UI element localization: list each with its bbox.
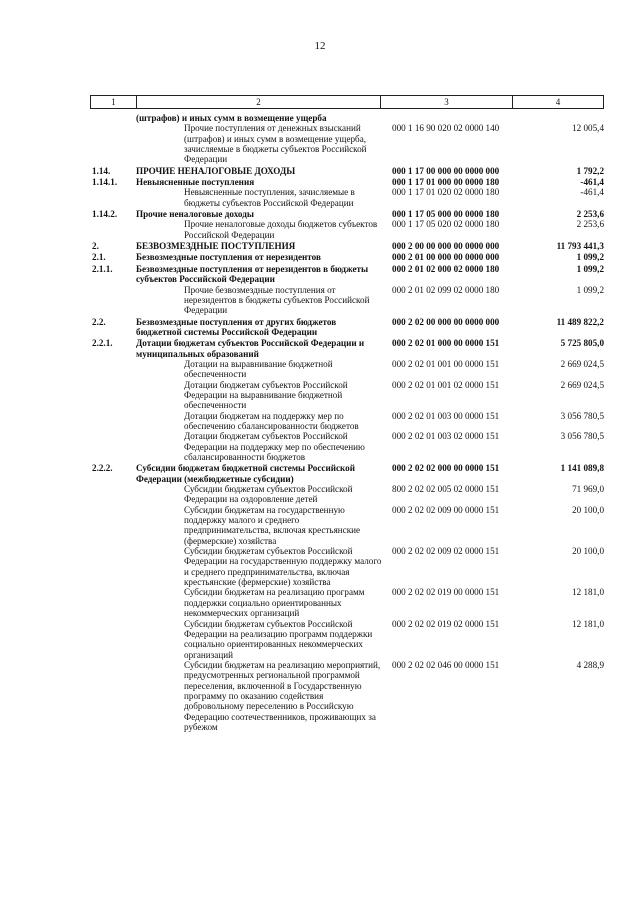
row-number: 1.14. bbox=[92, 165, 111, 176]
row-name: Субсидии бюджетам на реализацию мероприятий, предусмотренных региональной программой переселения, включенной в Государственную программу по оказанию содействия добровольному переселению в Российскую Федерацию соотечественников, проживающих за рубежом bbox=[184, 659, 381, 732]
row-code: 000 1 16 90 020 02 0000 140 bbox=[392, 123, 500, 134]
row-number bbox=[90, 411, 136, 432]
row-number: 2.1.1. bbox=[92, 263, 113, 274]
table-row bbox=[90, 546, 604, 587]
row-amount: 11 489 822,2 bbox=[556, 316, 604, 327]
row-name: Безвозмездные поступления от других бюджетов бюджетной системы Российской Федерации bbox=[136, 316, 337, 337]
row-number: 2. bbox=[92, 241, 99, 252]
row-amount: 71 969,0 bbox=[572, 484, 604, 495]
column-header: 1 bbox=[91, 96, 137, 108]
row-code: 000 2 02 00 000 00 0000 000 bbox=[392, 316, 500, 327]
row-number bbox=[90, 431, 136, 462]
row-amount: 1 792,2 bbox=[576, 165, 604, 176]
page-number: 12 bbox=[314, 40, 326, 52]
table-row bbox=[90, 317, 604, 338]
row-amount bbox=[512, 113, 604, 123]
table-row bbox=[90, 264, 604, 285]
row-amount: 1 099,2 bbox=[576, 263, 604, 274]
row-number bbox=[90, 113, 136, 123]
row-name: БЕЗВОЗМЕЗДНЫЕ ПОСТУПЛЕНИЯ bbox=[136, 241, 296, 252]
row-code: 000 2 01 02 000 02 0000 180 bbox=[392, 263, 500, 274]
row-number: 2.2. bbox=[92, 316, 106, 327]
table-row bbox=[90, 587, 604, 618]
table-row bbox=[90, 285, 604, 316]
row-amount: 20 100,0 bbox=[572, 504, 604, 515]
row-amount: -461,4 bbox=[580, 177, 604, 188]
row-amount: 2 669 024,5 bbox=[560, 358, 604, 369]
row-amount: 3 056 780,5 bbox=[560, 410, 604, 421]
table-row bbox=[90, 209, 604, 219]
row-amount: 20 100,0 bbox=[572, 546, 604, 557]
row-code: 000 2 02 01 003 02 0000 151 bbox=[392, 431, 500, 442]
row-code: 000 2 02 01 000 00 0000 151 bbox=[392, 338, 500, 349]
row-name: Безвозмездные поступления от нерезидентов в бюджеты субъектов Российской Федерации bbox=[136, 263, 369, 285]
row-number bbox=[90, 505, 136, 546]
table-header bbox=[90, 95, 604, 109]
table-row bbox=[90, 411, 604, 432]
row-number bbox=[90, 123, 136, 164]
row-amount: 1 099,2 bbox=[576, 252, 604, 263]
row-code: 000 1 17 05 000 00 0000 180 bbox=[392, 209, 500, 220]
row-amount: 12 005,4 bbox=[572, 123, 604, 134]
table-row bbox=[90, 338, 604, 359]
row-code: 800 2 02 02 005 02 0000 151 bbox=[392, 484, 500, 495]
row-name: Субсидии бюджетам на реализацию программ поддержки социально ориентированных некоммерческих организаций bbox=[184, 587, 365, 619]
row-name: ПРОЧИЕ НЕНАЛОГОВЫЕ ДОХОДЫ bbox=[136, 165, 296, 176]
table-row bbox=[90, 484, 604, 505]
row-number bbox=[90, 187, 136, 208]
row-name: Субсидии бюджетам бюджетной системы Российской Федерации (межбюджетные субсидии) bbox=[136, 463, 355, 484]
row-name: Дотации бюджетам на поддержку мер по обеспечению сбалансированности бюджетов bbox=[184, 410, 359, 431]
row-amount: 2 253,6 bbox=[576, 209, 604, 220]
table-row bbox=[90, 123, 604, 164]
row-code bbox=[384, 113, 512, 123]
row-code: 000 1 17 00 000 00 0000 000 bbox=[392, 165, 500, 176]
table-row bbox=[90, 380, 604, 411]
row-code: 000 2 02 02 046 00 0000 151 bbox=[392, 659, 500, 670]
row-code: 000 2 02 02 000 00 0000 151 bbox=[392, 463, 500, 474]
table-row bbox=[90, 166, 604, 176]
row-name: Субсидии бюджетам субъектов Российской Федерации на оздоровление детей bbox=[184, 484, 353, 505]
row-number: 1.14.1. bbox=[92, 177, 118, 188]
row-name: Субсидии бюджетам субъектов Российской Федерации на государственную поддержку малого и среднего предпринимательства, включая крестьянские (фермерские) хозяйства bbox=[184, 546, 382, 588]
row-name: Дотации бюджетам субъектов Российской Федерации и муниципальных образований bbox=[136, 338, 365, 359]
row-amount: 5 725 805,0 bbox=[560, 338, 604, 349]
row-name: Прочие неналоговые доходы бюджетов субъектов Российской Федерации bbox=[184, 219, 378, 240]
row-code: 000 2 02 02 009 00 0000 151 bbox=[392, 504, 500, 515]
table-row bbox=[90, 252, 604, 262]
row-name: Прочие безвозмездные поступления от нерезидентов в бюджеты субъектов Российской Федерации bbox=[184, 284, 370, 316]
table-row bbox=[90, 177, 604, 187]
row-name: Невыясненные поступления, зачисляемые в бюджеты субъектов Российской Федерации bbox=[184, 187, 355, 208]
row-number bbox=[90, 587, 136, 618]
row-name: Невыясненные поступления bbox=[136, 177, 255, 188]
row-number bbox=[90, 660, 136, 732]
table-row bbox=[90, 113, 604, 123]
row-number bbox=[90, 619, 136, 660]
row-code: 000 1 17 05 020 02 0000 180 bbox=[392, 219, 500, 230]
row-code: 000 2 02 02 019 00 0000 151 bbox=[392, 587, 500, 598]
row-amount: 12 181,0 bbox=[572, 587, 604, 598]
table-row bbox=[90, 187, 604, 208]
row-number bbox=[90, 285, 136, 316]
row-name: (штрафов) и иных сумм в возмещение ущерба bbox=[136, 113, 327, 123]
row-number: 2.2.2. bbox=[92, 463, 113, 474]
row-amount: 2 669 024,5 bbox=[560, 379, 604, 390]
row-code: 000 1 17 01 000 00 0000 180 bbox=[392, 177, 500, 188]
row-number: 1.14.2. bbox=[92, 209, 118, 220]
row-code: 000 2 02 02 019 02 0000 151 bbox=[392, 618, 500, 629]
row-code: 000 2 02 02 009 02 0000 151 bbox=[392, 546, 500, 557]
table-row bbox=[90, 241, 604, 251]
column-header: 3 bbox=[381, 96, 513, 108]
row-amount: 4 288,9 bbox=[576, 659, 604, 670]
row-code: 000 1 17 01 020 02 0000 180 bbox=[392, 187, 500, 198]
table-row bbox=[90, 505, 604, 546]
row-number bbox=[90, 380, 136, 411]
row-code: 000 2 02 01 001 02 0000 151 bbox=[392, 379, 500, 390]
row-number: 2.1. bbox=[92, 252, 106, 263]
row-amount: 12 181,0 bbox=[572, 618, 604, 629]
row-code: 000 2 01 00 000 00 0000 000 bbox=[392, 252, 500, 263]
row-amount: 2 253,6 bbox=[576, 219, 604, 230]
row-code: 000 2 02 01 001 00 0000 151 bbox=[392, 358, 500, 369]
table-row bbox=[90, 463, 604, 484]
row-amount: 1 099,2 bbox=[576, 284, 604, 295]
row-name: Дотации бюджетам субъектов Российской Федерации на выравнивание бюджетной обеспеченности bbox=[184, 379, 348, 411]
row-name: Прочие неналоговые доходы bbox=[136, 209, 254, 220]
table-row bbox=[90, 660, 604, 732]
row-amount: -461,4 bbox=[580, 187, 604, 198]
column-header: 4 bbox=[555, 97, 561, 107]
row-name: Субсидии бюджетам на государственную поддержку малого и среднего предпринимательства, включая крестьянские (фермерские) хозяйства bbox=[184, 504, 361, 546]
row-name: Дотации бюджетам субъектов Российской Федерации на поддержку мер по обеспечению сбалансированности бюджетов bbox=[184, 431, 365, 462]
row-number: 2.2.1. bbox=[92, 338, 113, 349]
row-code: 000 2 00 00 000 00 0000 000 bbox=[392, 241, 500, 252]
row-amount: 11 793 441,3 bbox=[556, 241, 604, 252]
table-row bbox=[90, 359, 604, 380]
row-number bbox=[90, 546, 136, 587]
row-name: Прочие поступления от денежных взысканий (штрафов) и иных сумм в возмещение ущерба, зачисляемые в бюджеты субъектов Российской Федерации bbox=[184, 123, 367, 165]
row-amount: 3 056 780,5 bbox=[560, 431, 604, 442]
table-row bbox=[90, 431, 604, 462]
row-number bbox=[90, 219, 136, 240]
row-number bbox=[90, 484, 136, 505]
row-name: Субсидии бюджетам субъектов Российской Федерации на реализацию программ поддержки социально ориентированных некоммерческих организаций bbox=[184, 618, 373, 660]
column-header: 2 bbox=[137, 96, 381, 108]
row-number bbox=[90, 359, 136, 380]
row-code: 000 2 01 02 099 02 0000 180 bbox=[392, 284, 500, 295]
table-body bbox=[90, 113, 604, 732]
table-row bbox=[90, 619, 604, 660]
row-amount: 1 141 089,8 bbox=[560, 463, 604, 474]
row-name: Безвозмездные поступления от нерезидентов bbox=[136, 252, 321, 263]
table-row bbox=[90, 219, 604, 240]
row-name: Дотации на выравнивание бюджетной обеспеченности bbox=[184, 358, 333, 380]
row-code: 000 2 02 01 003 00 0000 151 bbox=[392, 410, 500, 421]
